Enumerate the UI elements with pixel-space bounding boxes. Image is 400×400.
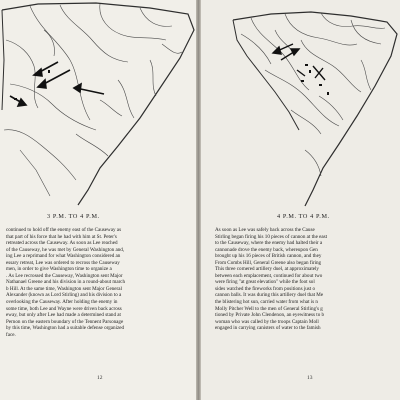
text-line: essary retreat, Lee was ordered to recross the Causeway	[6, 259, 120, 266]
text-line: by this time, Washington had a suitable defense organized	[6, 325, 125, 332]
map-caption-right: 4 P.M. TO 4 P.M.	[277, 213, 330, 220]
text-line: men, in order to give Washington time to organize a	[6, 266, 112, 273]
text-line: tioned by Private John Clendenon, an eyewitness to b	[215, 312, 325, 319]
text-line: between each emplacement, continued for about two	[215, 272, 323, 279]
text-line: b Hill. At the same time, Washington sent Major General	[6, 285, 122, 292]
text-line: retreated across the Causeway. As soon as Lee reached	[6, 240, 118, 247]
text-line: Molly Pitcher Well to the men of General Stirling's g	[215, 305, 323, 312]
text-line: As soon as Lee was safely back across the Cause	[215, 227, 315, 233]
text-line: woman who was called by the troops Captain Moll	[215, 318, 319, 325]
text-line: face.	[6, 331, 16, 338]
left-page-text	[6, 227, 190, 338]
text-line: Nathanael Greene and his division in a round-about march	[6, 279, 126, 286]
text-line: brought up his 16 pieces of British cannon, and they	[215, 253, 322, 260]
text-line: Pernon on the eastern boundary of the Tennent Parsonage	[6, 318, 124, 325]
text-line: This three cornered artillery duel, at approximately	[215, 266, 319, 273]
text-line: overlooking the Causeway. After holding the enemy in	[6, 299, 118, 306]
text-line: cannonade drove the enemy back, whereupon Gen	[215, 246, 318, 253]
text-line: ing Lee a reprimand for what Washington considered an	[6, 253, 121, 260]
text-line: engaged in carrying canisters of water to the famish	[215, 325, 321, 332]
battle-map-3pm	[0, 0, 196, 210]
text-line: eway, but only after Lee had made a determined stand at	[6, 312, 121, 319]
page-number-right: 13	[307, 375, 313, 381]
text-line: were firing "at great elevation" while the foot sol	[215, 279, 315, 286]
page-number-left: 12	[97, 375, 103, 381]
text-line: . As Lee recrossed the Causeway, Washington sent Major	[6, 272, 123, 279]
right-page	[201, 0, 400, 400]
text-line: of the Causeway, he was met by General Washington and,	[6, 246, 125, 253]
text-line: to the Causeway, where the enemy had halted their a	[215, 240, 323, 247]
text-line: From Combs Hill, General Greene also began firing	[215, 259, 322, 266]
text-line: Alexander (known as Lord Stirling) and his division to a	[6, 292, 122, 299]
text-line: some time, both Lee and Wayne were driven back across	[6, 305, 122, 312]
text-line: Stirling began firing his 10 pieces of cannon at the east	[215, 233, 328, 240]
map-caption-left: 3 P.M. TO 4 P.M.	[47, 213, 100, 220]
text-line: continued to hold off the enemy east of the Causeway as	[6, 227, 122, 233]
right-page-text	[215, 227, 398, 332]
left-page	[0, 0, 196, 400]
text-line: the blistering hot sun, carried water from what is n	[215, 299, 318, 306]
text-line: cannon balls. It was during this artillery duel that Me	[215, 292, 324, 299]
text-line: that part of his force that he had with him at St. Peter's	[6, 233, 117, 240]
battle-map-4pm	[201, 0, 400, 210]
text-line: sides watched the fireworks from positions just o	[215, 285, 316, 292]
